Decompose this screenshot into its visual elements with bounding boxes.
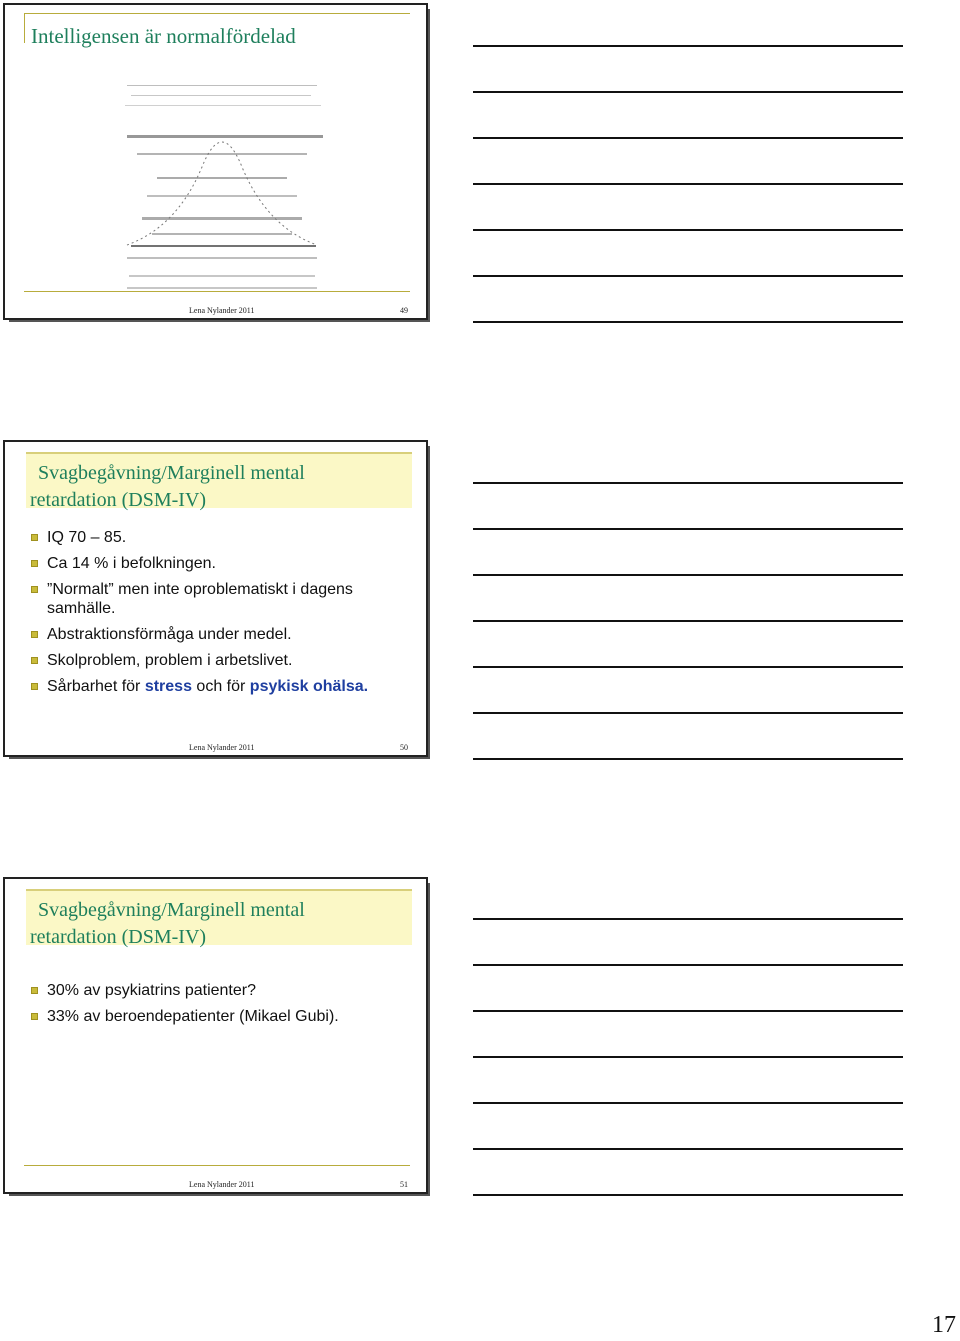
slide-title: Intelligensen är normalfördelad (31, 24, 296, 48)
footer-author: Lena Nylander 2011 (189, 306, 255, 315)
slide-50 (3, 440, 428, 757)
note-lines-3 (473, 918, 903, 1240)
bullet-square-icon (31, 657, 38, 664)
list-item: IQ 70 – 85. (29, 528, 407, 547)
bullet-square-icon (31, 560, 38, 567)
title-line-1: Svagbegåvning/Marginell mental (38, 899, 305, 921)
title-box (26, 452, 412, 511)
list-item: Sårbarhet för stress och för psykisk ohälsa. (29, 677, 407, 696)
footer-author: Lena Nylander 2011 (189, 1180, 255, 1189)
footer-rule (24, 291, 410, 292)
bullet-square-icon (31, 586, 38, 593)
bullet-list (29, 981, 407, 1033)
slide-49 (3, 3, 428, 320)
bullet-square-icon (31, 683, 38, 690)
footer-slide-number: 50 (400, 743, 408, 752)
bullet-square-icon (31, 631, 38, 638)
normal-distribution-image (117, 77, 327, 297)
bullet-square-icon (31, 987, 38, 994)
title-line-1: Svagbegåvning/Marginell mental (38, 462, 305, 484)
footer-slide-number: 51 (400, 1180, 408, 1189)
slide-51 (3, 877, 428, 1194)
title-line-2: retardation (DSM-IV) (30, 926, 207, 948)
slide-title (30, 897, 305, 951)
note-lines-2 (473, 482, 903, 804)
list-item: ”Normalt” men inte oproblematiskt i dagens samhälle. (29, 580, 407, 618)
list-item: 33% av beroendepatienter (Mikael Gubi). (29, 1007, 407, 1026)
note-lines-1 (473, 45, 903, 367)
list-item: Abstraktionsförmåga under medel. (29, 625, 407, 644)
bullet-square-icon (31, 1013, 38, 1020)
title-line-2: retardation (DSM-IV) (30, 489, 207, 511)
title-rule-horizontal (24, 13, 410, 14)
footer-rule (24, 1165, 410, 1166)
bullet-square-icon (31, 534, 38, 541)
list-item: Ca 14 % i befolkningen. (29, 554, 407, 573)
highlight-psykisk-ohalsa: psykisk ohälsa. (249, 678, 369, 695)
footer-author: Lena Nylander 2011 (189, 743, 255, 752)
slide-title (30, 460, 305, 514)
title-rule-vertical (24, 13, 25, 43)
page-number: 17 (932, 1312, 956, 1338)
list-item: Skolproblem, problem i arbetslivet. (29, 651, 407, 670)
footer-slide-number: 49 (400, 306, 408, 315)
highlight-stress: stress (144, 678, 192, 695)
list-item: 30% av psykiatrins patienter? (29, 981, 407, 1000)
bullet-list (29, 528, 407, 703)
title-box (26, 889, 412, 948)
